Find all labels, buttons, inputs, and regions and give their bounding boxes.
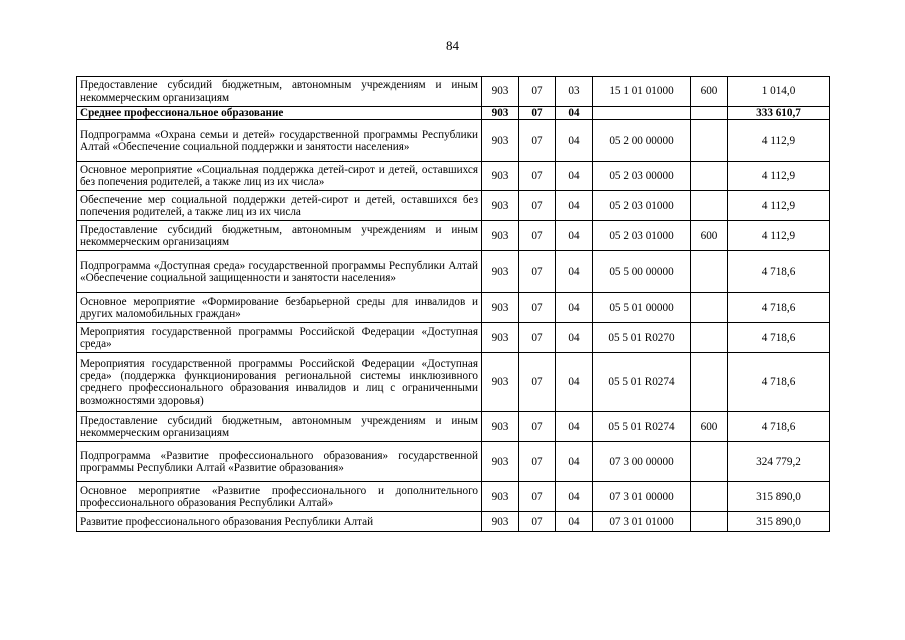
table-row [77,442,830,482]
row-rz-cell: 07 [519,482,556,512]
row-sum-cell: 4 718,6 [728,353,830,412]
row-vr-cell: 600 [691,77,728,107]
row-csr-cell: 07 3 01 01000 [593,512,691,532]
row-sum-cell: 4 718,6 [728,251,830,293]
row-name-cell: Мероприятия государственной программы Российской Федерации «Доступная среда» [77,323,482,353]
row-gr-cell: 903 [482,77,519,107]
row-csr-cell: 07 3 00 00000 [593,442,691,482]
row-vr-cell [691,251,728,293]
row-sum-cell: 315 890,0 [728,482,830,512]
row-pr-cell: 04 [556,162,593,191]
row-csr-cell: 05 5 01 00000 [593,293,691,323]
row-sum-cell: 324 779,2 [728,442,830,482]
row-sum-cell: 4 112,9 [728,162,830,191]
row-vr-cell [691,293,728,323]
row-pr-cell: 04 [556,107,593,120]
page-number: 84 [446,38,459,53]
row-pr-cell: 04 [556,442,593,482]
row-rz-cell: 07 [519,293,556,323]
row-csr-cell: 07 3 01 00000 [593,482,691,512]
row-sum-cell: 4 718,6 [728,293,830,323]
row-csr-cell: 15 1 01 01000 [593,77,691,107]
row-rz-cell: 07 [519,77,556,107]
table-row [77,191,830,221]
row-name-cell: Подпрограмма «Доступная среда» государственной программы Республики Алтай «Обеспечение социальной защищенности и занятости населения» [77,251,482,293]
row-sum-cell: 4 718,6 [728,323,830,353]
table-row [77,221,830,251]
row-sum-cell: 1 014,0 [728,77,830,107]
row-csr-cell: 05 5 01 R0270 [593,323,691,353]
row-vr-cell [691,120,728,162]
row-name-cell: Основное мероприятие «Формирование безбарьерной среды для инвалидов и других маломобильных граждан» [77,293,482,323]
row-rz-cell: 07 [519,221,556,251]
table-row [77,512,830,532]
row-pr-cell: 04 [556,353,593,412]
row-rz-cell: 07 [519,512,556,532]
row-sum-cell: 4 112,9 [728,120,830,162]
row-vr-cell [691,107,728,120]
row-csr-cell: 05 2 03 01000 [593,221,691,251]
row-rz-cell: 07 [519,120,556,162]
row-pr-cell: 04 [556,221,593,251]
row-name-cell: Мероприятия государственной программы Российской Федерации «Доступная среда» (поддержка функционирования региональной системы инклюзивного среднего профессионального образования инвалидов и лиц с ограниченными возможностями здоровья) [77,353,482,412]
row-gr-cell: 903 [482,293,519,323]
table-row [77,251,830,293]
row-vr-cell: 600 [691,412,728,442]
row-csr-cell: 05 5 00 00000 [593,251,691,293]
table-row [77,412,830,442]
row-name-cell: Предоставление субсидий бюджетным, автономным учреждениям и иным некоммерческим организациям [77,221,482,251]
row-name-cell: Предоставление субсидий бюджетным, автономным учреждениям и иным некоммерческим организациям [77,77,482,107]
row-sum-cell: 4 112,9 [728,221,830,251]
row-rz-cell: 07 [519,191,556,221]
row-vr-cell [691,482,728,512]
row-vr-cell: 600 [691,221,728,251]
row-vr-cell [691,191,728,221]
row-vr-cell [691,353,728,412]
row-rz-cell: 07 [519,162,556,191]
row-csr-cell: 05 5 01 R0274 [593,412,691,442]
table-row [77,120,830,162]
table-row [77,482,830,512]
budget-table [76,76,830,532]
row-name-cell: Подпрограмма «Развитие профессионального образования» государственной программы Республики Алтай «Развитие образования» [77,442,482,482]
row-gr-cell: 903 [482,162,519,191]
row-sum-cell: 333 610,7 [728,107,830,120]
row-gr-cell: 903 [482,512,519,532]
row-name-cell: Развитие профессионального образования Республики Алтай [77,512,482,532]
row-pr-cell: 04 [556,251,593,293]
row-name-cell: Среднее профессиональное образование [77,107,482,120]
row-pr-cell: 04 [556,191,593,221]
row-sum-cell: 315 890,0 [728,512,830,532]
row-name-cell: Основное мероприятие «Развитие профессионального и дополнительного профессионального образования Республики Алтай» [77,482,482,512]
row-rz-cell: 07 [519,442,556,482]
table-row [77,162,830,191]
row-pr-cell: 04 [556,512,593,532]
row-rz-cell: 07 [519,251,556,293]
row-gr-cell: 903 [482,442,519,482]
table-row [77,353,830,412]
row-gr-cell: 903 [482,107,519,120]
row-sum-cell: 4 112,9 [728,191,830,221]
row-csr-cell [593,107,691,120]
row-gr-cell: 903 [482,251,519,293]
row-pr-cell: 04 [556,323,593,353]
table-row [77,323,830,353]
budget-table-body [77,77,830,532]
row-name-cell: Обеспечение мер социальной поддержки детей-сирот и детей, оставшихся без попечения родителей, а также лиц из их числа [77,191,482,221]
table-row [77,77,830,107]
row-gr-cell: 903 [482,221,519,251]
row-vr-cell [691,442,728,482]
row-name-cell: Предоставление субсидий бюджетным, автономным учреждениям и иным некоммерческим организациям [77,412,482,442]
row-csr-cell: 05 2 03 00000 [593,162,691,191]
row-rz-cell: 07 [519,323,556,353]
row-gr-cell: 903 [482,482,519,512]
row-csr-cell: 05 2 03 01000 [593,191,691,221]
row-pr-cell: 04 [556,120,593,162]
row-vr-cell [691,512,728,532]
row-pr-cell: 04 [556,482,593,512]
row-pr-cell: 03 [556,77,593,107]
row-rz-cell: 07 [519,353,556,412]
row-gr-cell: 903 [482,191,519,221]
row-gr-cell: 903 [482,120,519,162]
row-pr-cell: 04 [556,412,593,442]
row-pr-cell: 04 [556,293,593,323]
row-name-cell: Подпрограмма «Охрана семьи и детей» государственной программы Республики Алтай «Обеспечение социальной поддержки и занятости населения» [77,120,482,162]
row-rz-cell: 07 [519,412,556,442]
row-vr-cell [691,162,728,191]
table-row [77,107,830,120]
row-csr-cell: 05 2 00 00000 [593,120,691,162]
row-rz-cell: 07 [519,107,556,120]
row-gr-cell: 903 [482,323,519,353]
row-name-cell: Основное мероприятие «Социальная поддержка детей-сирот и детей, оставшихся без попечения родителей, а также лиц из их числа» [77,162,482,191]
row-gr-cell: 903 [482,353,519,412]
row-sum-cell: 4 718,6 [728,412,830,442]
row-csr-cell: 05 5 01 R0274 [593,353,691,412]
row-vr-cell [691,323,728,353]
row-gr-cell: 903 [482,412,519,442]
table-row [77,293,830,323]
